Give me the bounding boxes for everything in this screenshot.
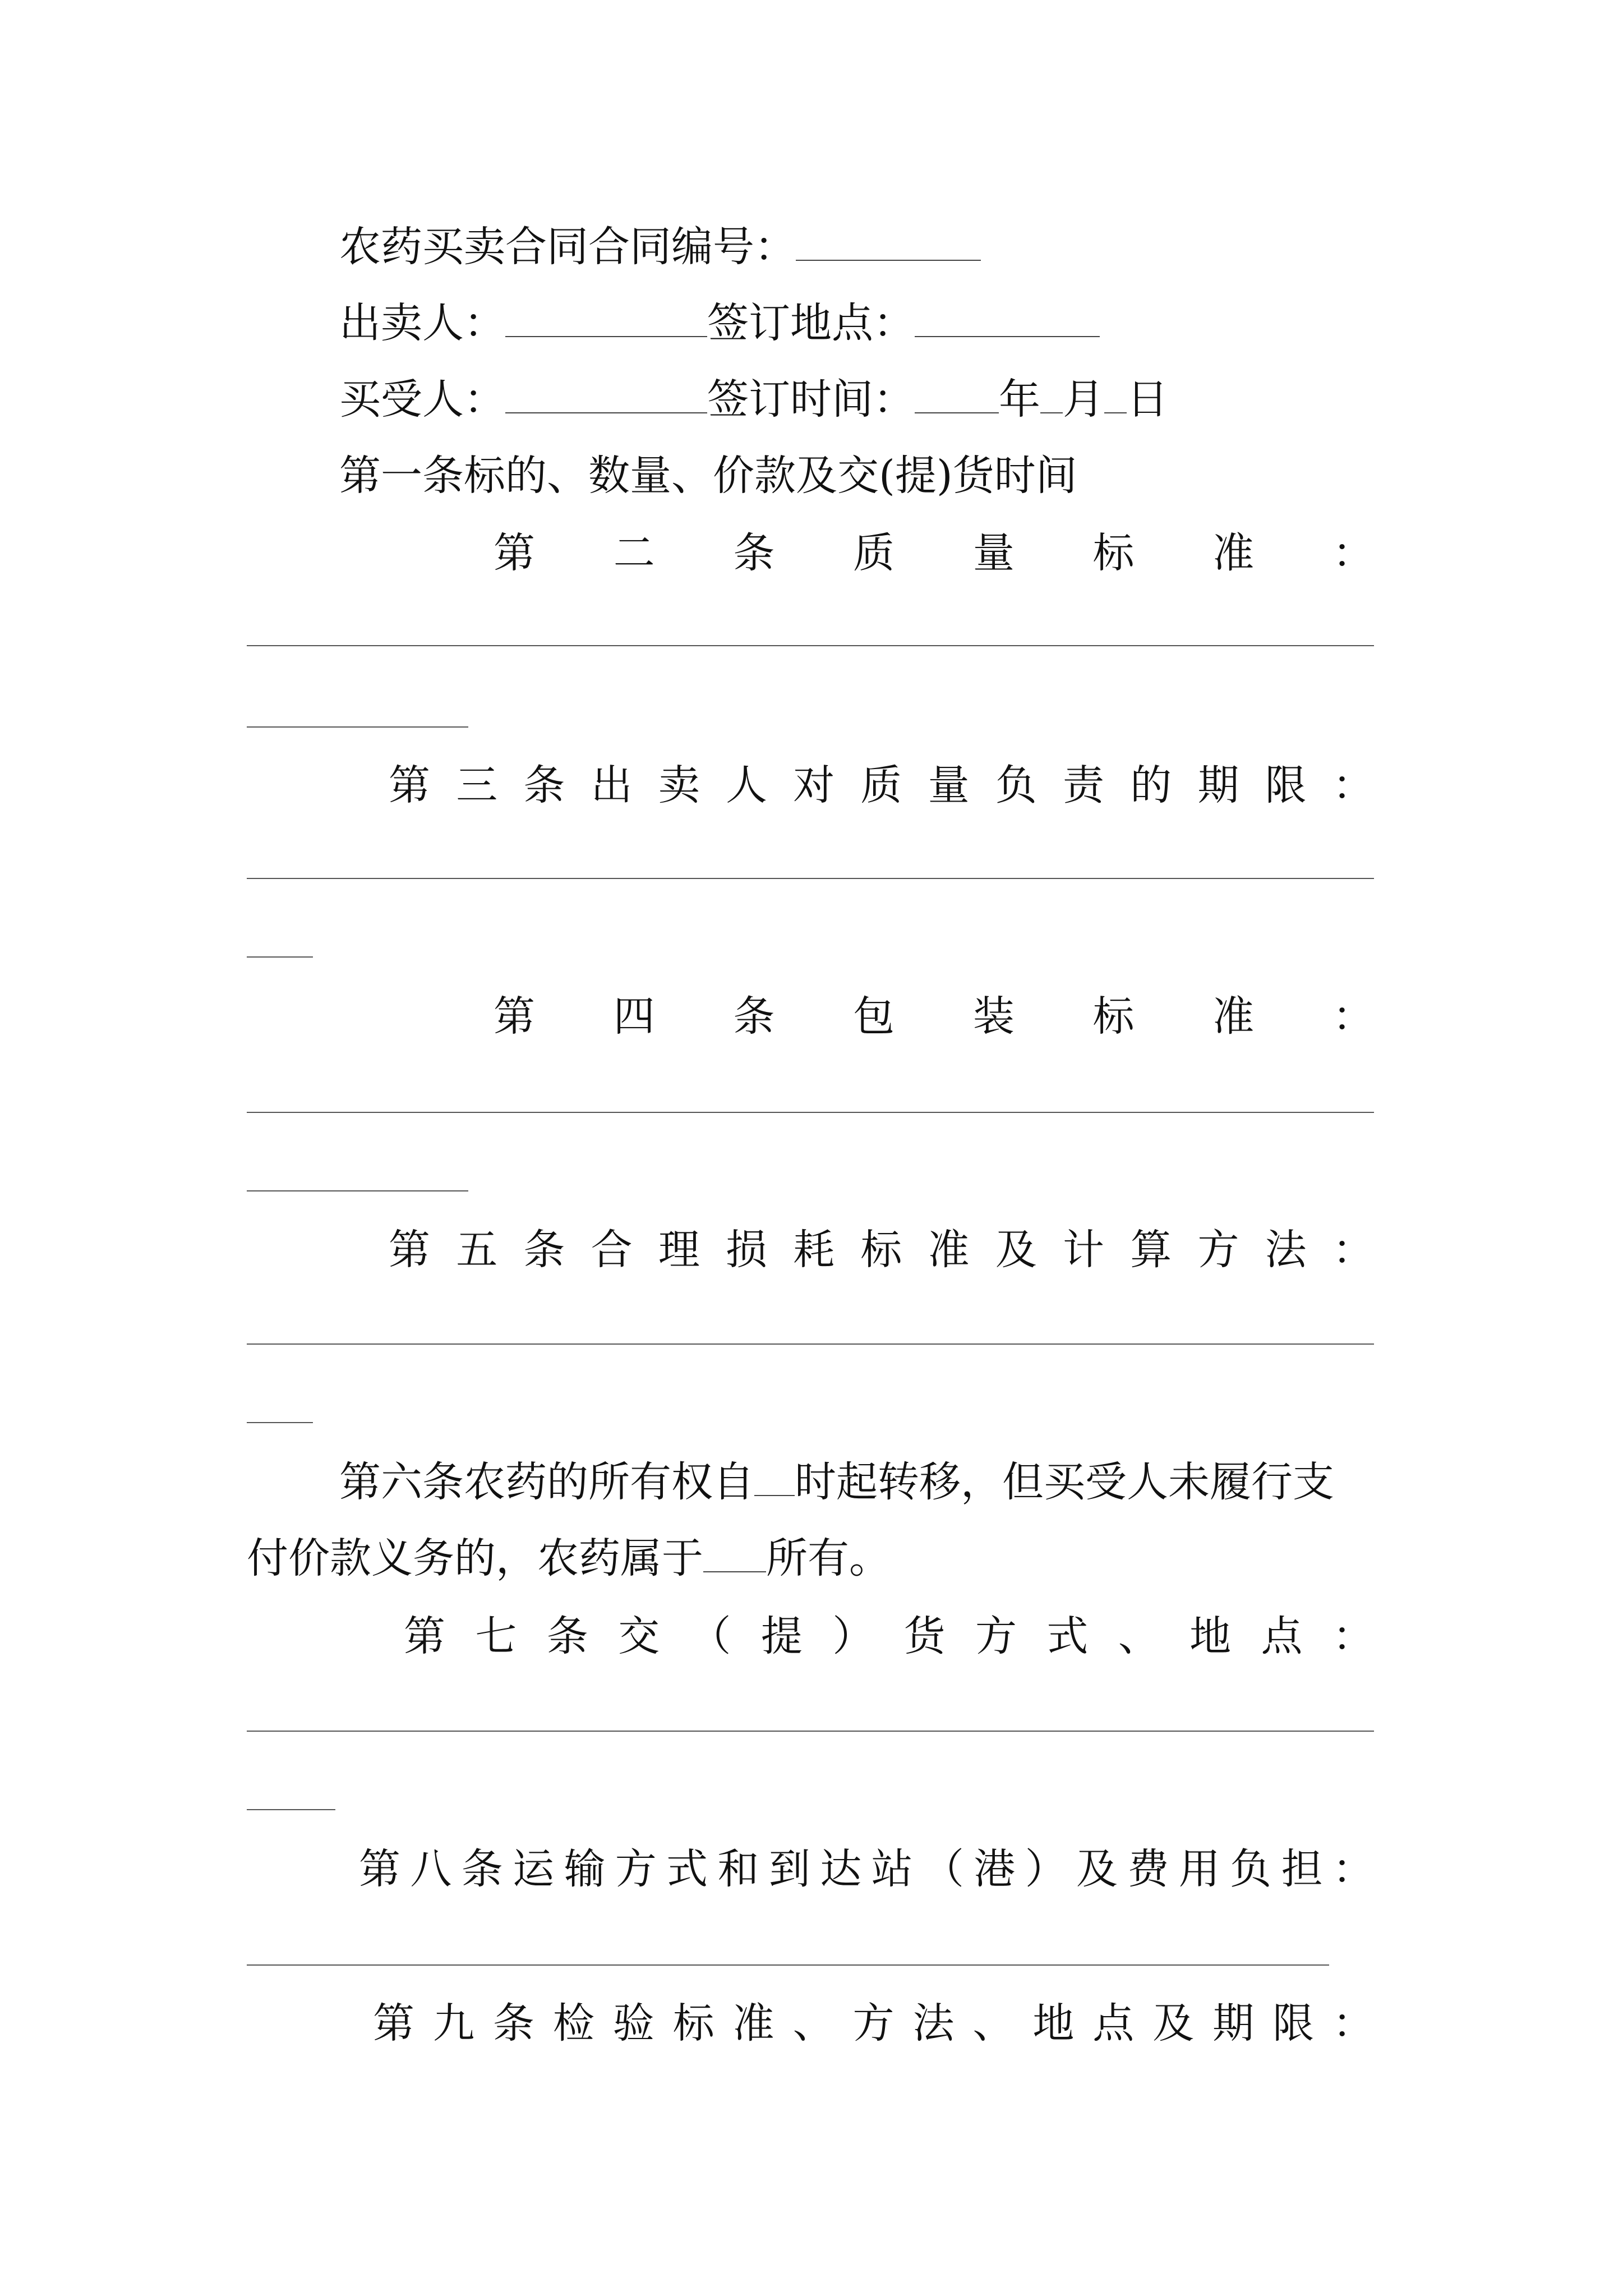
char: 点 [1261,1612,1303,1660]
article-5-fill-line-2 [247,1422,313,1423]
year-label: 年 [999,375,1040,424]
char: 及 [1152,1999,1195,2047]
article-6-text-d: 所有。 [766,1534,891,1582]
char: （ [922,1845,964,1893]
char: （ [689,1612,731,1660]
article-1: 第一条标的、数量、价款及交(提)货时间 [339,452,1077,500]
char: 条 [546,1612,588,1660]
char: 条 [523,1226,565,1274]
char: 七 [475,1612,517,1660]
char: 八 [410,1845,452,1893]
char: 达 [820,1845,862,1893]
char: 三 [456,761,498,809]
sign-place-label: 签订地点： [707,299,915,347]
char: 合 [591,1226,633,1274]
char: 算 [1130,1226,1172,1274]
char: 对 [793,761,835,809]
ownership-party-blank [703,1536,766,1572]
year-blank [915,378,999,413]
char: 到 [768,1845,810,1893]
char: 和 [717,1845,759,1893]
char: 人 [726,761,768,809]
char: 、 [972,1999,1015,2047]
article-9 [373,1995,1374,2051]
char: 及 [1076,1845,1118,1893]
day-label: 日 [1127,375,1168,424]
char: 条 [492,1999,534,2047]
article-6-text-c: 付价款义务的，农药属于 [247,1534,703,1582]
char: 第 [359,1845,400,1893]
char: 地 [1189,1612,1232,1660]
char: 点 [1092,1999,1135,2047]
article-7 [404,1608,1374,1664]
article-3-fill-line-1 [247,878,1374,879]
char: 准 [1212,992,1255,1041]
char: 第 [373,1999,414,2047]
char: 期 [1197,761,1239,809]
contract-number-label: 农药买卖合同合同编号： [339,223,796,271]
char: 式 [1046,1612,1089,1660]
char: 方 [1197,1226,1239,1274]
char: 的 [1130,761,1172,809]
seller-label: 出卖人： [339,299,505,347]
sign-place-blank [915,301,1100,337]
article-4-fill-line-1 [247,1112,1374,1113]
char: 条 [733,529,775,577]
char: 质 [853,529,895,577]
char: 限 [1272,1999,1315,2047]
article-4 [494,988,1374,1045]
char: ： [1332,1226,1374,1274]
char: 运 [513,1845,555,1893]
char: 量 [928,761,970,809]
char: 九 [432,1999,474,2047]
char: 包 [853,992,895,1041]
char: 质 [860,761,902,809]
char: 标 [860,1226,902,1274]
char: 准 [732,1999,774,2047]
char: 地 [1032,1999,1075,2047]
article-8 [359,1841,1374,1897]
char: ） [1025,1845,1067,1893]
article-3-fill-line-2 [247,956,313,958]
char: 出 [591,761,633,809]
char: 限 [1265,761,1307,809]
char: 港 [974,1845,1016,1893]
seller-line [339,295,1100,351]
article-6-text-a: 第六条农药的所有权自 [339,1458,754,1506]
char: 方 [852,1999,895,2047]
ownership-time-blank [754,1460,795,1496]
char: 交 [618,1612,660,1660]
char: 损 [726,1226,768,1274]
char: 负 [995,761,1037,809]
char: ： [1332,1999,1374,2047]
article-8-fill-line-1 [247,1964,1329,1966]
char: 站 [871,1845,913,1893]
char: ） [832,1612,874,1660]
char: 货 [903,1612,946,1660]
article-4-fill-line-2 [247,1190,468,1191]
char: 卖 [658,761,700,809]
char: 条 [461,1845,503,1893]
char: 条 [523,761,565,809]
char: 、 [1118,1612,1160,1660]
char: 法 [1265,1226,1307,1274]
char: 验 [612,1999,654,2047]
char: 提 [760,1612,803,1660]
char: 用 [1178,1845,1220,1893]
char: ： [1332,529,1374,577]
char: 二 [613,529,655,577]
char: 第 [494,529,535,577]
char: 准 [928,1226,970,1274]
char: 费 [1127,1845,1169,1893]
char: 理 [658,1226,700,1274]
sign-time-label: 签订时间： [707,375,915,424]
char: ： [1332,1845,1374,1893]
char: 条 [733,992,775,1041]
char: 第 [404,1612,445,1660]
char: ： [1332,1612,1374,1660]
char: 责 [1063,761,1105,809]
char: 法 [912,1999,955,2047]
article-6-line-1 [339,1454,1334,1510]
day-blank [1104,378,1127,413]
buyer-blank [505,378,707,413]
article-7-fill-line-2 [247,1809,335,1810]
month-blank [1040,378,1063,413]
article-2-fill-line-1 [247,645,1374,646]
buyer-label: 买受人： [339,375,505,424]
article-6-text-b: 时起转移，但买受人未履行支 [795,1458,1334,1506]
article-3 [389,757,1374,813]
article-6-line-2 [247,1530,891,1586]
char: 量 [972,529,1015,577]
month-label: 月 [1063,375,1104,424]
char: 负 [1230,1845,1272,1893]
article-2-fill-line-2 [247,726,468,728]
buyer-line [339,371,1168,427]
char: 第 [389,761,430,809]
char: 装 [972,992,1015,1041]
char: 式 [666,1845,708,1893]
char: 第 [494,992,535,1041]
contract-title-line [339,219,981,275]
char: 、 [792,1999,834,2047]
char: 输 [564,1845,606,1893]
contract-number-blank [796,225,981,261]
seller-blank [505,301,707,337]
char: 计 [1063,1226,1105,1274]
char: 耗 [793,1226,835,1274]
char: 标 [1092,992,1135,1041]
article-5 [389,1222,1374,1278]
char: 准 [1212,529,1255,577]
char: 标 [672,1999,714,2047]
article-5-fill-line-1 [247,1343,1374,1345]
article-2 [494,525,1374,581]
char: 担 [1281,1845,1323,1893]
char: 及 [995,1226,1037,1274]
char: 五 [456,1226,498,1274]
char: ： [1332,992,1374,1041]
char: ： [1332,761,1374,809]
article-7-fill-line-1 [247,1731,1374,1732]
char: 四 [613,992,655,1041]
char: 第 [389,1226,430,1274]
char: 方 [615,1845,657,1893]
char: 检 [552,1999,594,2047]
char: 期 [1212,1999,1255,2047]
char: 方 [975,1612,1017,1660]
char: 标 [1092,529,1135,577]
